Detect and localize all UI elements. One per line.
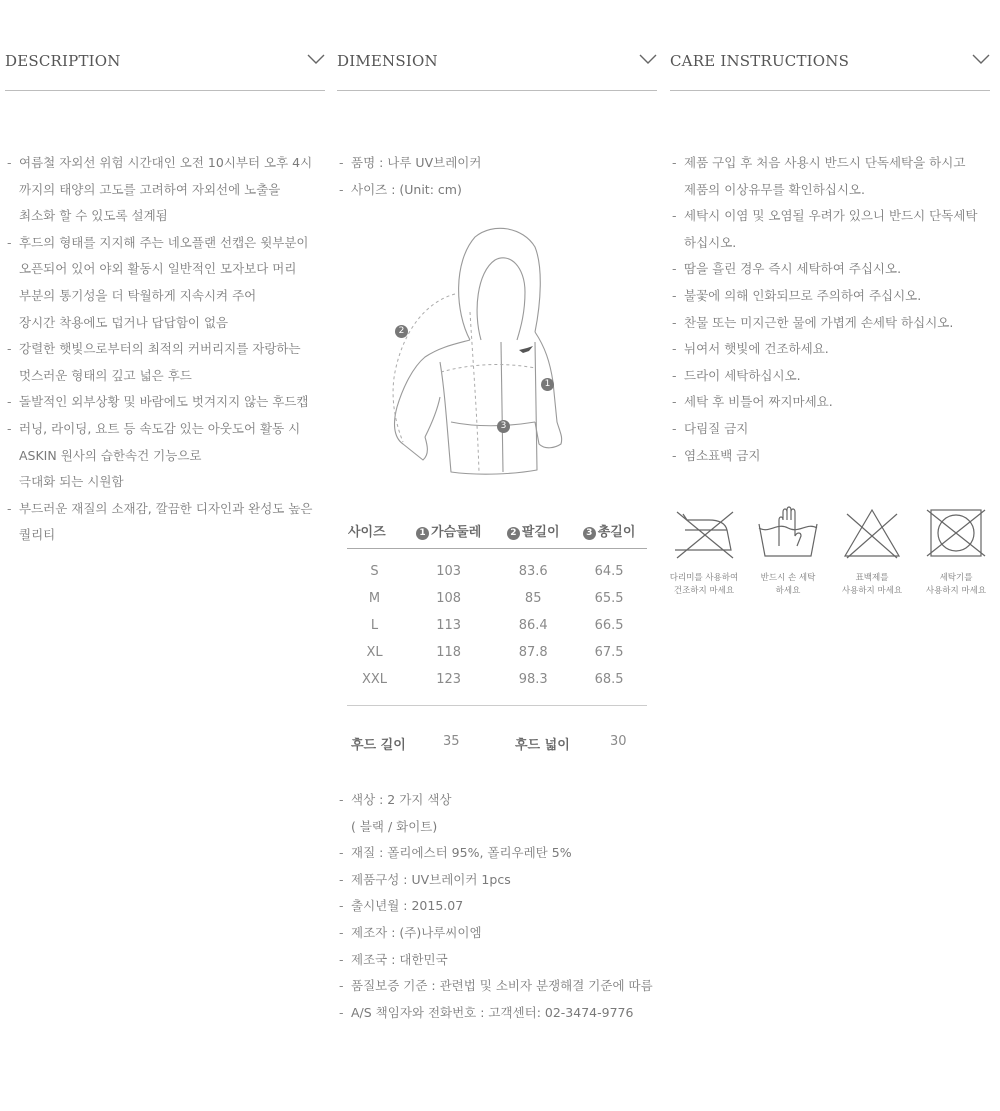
jacket-diagram (385, 222, 585, 482)
table-cell: XL (366, 645, 383, 660)
table-cell: 83.6 (518, 564, 548, 579)
table-cell: 64.5 (594, 564, 624, 579)
list-item (670, 389, 990, 416)
no-iron-caption (664, 572, 744, 598)
size-table (347, 512, 647, 693)
table-row (347, 639, 647, 666)
table-row (347, 666, 647, 693)
table-row (347, 585, 647, 612)
list-item (337, 1000, 667, 1027)
no-bleach-icon (839, 506, 905, 562)
list-item-text: - 제품구성 : UV브레이커 1pcs (351, 871, 511, 887)
header-marker-2: 2 (507, 527, 520, 540)
hood-width-label: 후드 넓이 (515, 738, 570, 753)
table-cell: S (370, 564, 379, 579)
list-item (670, 283, 990, 310)
care-title: CARE INSTRUCTIONS (670, 52, 850, 70)
table-cell: 68.5 (594, 672, 624, 687)
list-item-text: - 사이즈 : (Unit: cm) (351, 181, 462, 197)
list-item-text: - 제조자 : (주)나루씨이엠 (351, 924, 482, 940)
list-item-text: - 세탁시 이염 및 오염될 우려가 있으니 반드시 단독세탁 (684, 208, 978, 224)
list-item-text: - A/S 책임자와 전화번호 : 고객센터: 02-3474-9776 (351, 1004, 634, 1020)
no-bleach-care (832, 506, 912, 598)
list-item (337, 867, 667, 894)
list-item-text: 하십시오. (684, 234, 737, 250)
no-bleach-caption (832, 572, 912, 598)
list-item (5, 150, 325, 230)
list-item-text: - 강렬한 햇빛으로부터의 최적의 커버리지를 자랑하는 (19, 341, 301, 357)
list-item (670, 416, 990, 443)
list-item (337, 893, 667, 920)
list-item-text: - 뉘여서 햇빛에 건조하세요. (684, 341, 829, 357)
list-item-text: 오픈되어 있어 야외 활동시 일반적인 모자보다 머리 (19, 261, 297, 277)
description-title: DESCRIPTION (5, 52, 121, 70)
list-item-text: 멋스러운 형태의 깊고 넓은 후드 (19, 367, 192, 383)
list-item (5, 336, 325, 389)
hood-width-value: 30 (610, 734, 627, 749)
table-cell: XXL (361, 672, 388, 687)
care-icons (670, 506, 1000, 606)
list-item-text: - 제품 구입 후 처음 사용시 반드시 단독세탁을 하시고 (684, 155, 966, 170)
list-item-text: 퀄리티 (19, 527, 56, 543)
column-header-label: 사이즈 (348, 524, 386, 540)
list-item-text: - 제조국 : 대한민국 (351, 951, 448, 967)
list-item-text: - 여름철 자외선 위험 시간대인 오전 10시부터 오후 4시 (19, 155, 313, 170)
list-item-text: 극대화 되는 시원함 (19, 474, 124, 490)
caption-line: 다리미를 사용하여 (669, 573, 739, 583)
no-tumble-dry-care (916, 506, 996, 598)
column-header (347, 512, 402, 549)
care-header[interactable] (670, 48, 990, 91)
table-cell: M (368, 591, 381, 606)
list-item (5, 389, 325, 416)
list-item-text: - 후드의 형태를 지지해 주는 네오플랜 선캡은 윗부분이 (19, 234, 309, 250)
care-list (670, 150, 990, 469)
column-header (571, 512, 647, 549)
table-cell: 86.4 (518, 618, 548, 633)
dimension-title: DIMENSION (337, 52, 438, 70)
hand-wash-icon (755, 506, 821, 562)
dimension-header[interactable] (337, 48, 657, 91)
hood-length-label: 후드 길이 (351, 738, 406, 753)
table-cell: 98.3 (518, 672, 548, 687)
list-item (670, 256, 990, 283)
list-item (5, 416, 325, 496)
table-cell: 65.5 (594, 591, 624, 606)
list-item-text: 제품의 이상유무를 확인하십시오. (684, 181, 865, 197)
list-item-text: - 부드러운 재질의 소재감, 깔끔한 디자인과 완성도 높은 (19, 500, 313, 516)
table-cell: L (370, 618, 379, 633)
list-item (5, 496, 325, 549)
list-item-text: - 러닝, 라이딩, 요트 등 속도감 있는 아웃도어 활동 시 (19, 420, 301, 436)
table-cell: 123 (436, 672, 462, 687)
chevron-down-icon[interactable] (639, 53, 657, 65)
list-item-text: ASKIN 원사의 습한속건 기능으로 (19, 447, 202, 463)
list-item (5, 230, 325, 336)
no-iron-icon (671, 506, 737, 562)
chevron-down-icon[interactable] (307, 53, 325, 65)
list-item (337, 150, 657, 177)
list-item-text: - 출시년월 : 2015.07 (351, 898, 464, 914)
table-cell: 66.5 (594, 618, 624, 633)
caption-line: 사용하지 마세요 (925, 586, 987, 596)
list-item-text: ( 블랙 / 화이트) (351, 818, 438, 834)
list-item-text: - 드라이 세탁하십시오. (684, 367, 801, 383)
caption-line: 하세요 (775, 586, 801, 596)
chevron-down-icon[interactable] (972, 53, 990, 65)
list-item (337, 920, 667, 947)
list-item (337, 947, 667, 974)
size-table-body (347, 549, 647, 694)
size-table-header (347, 512, 647, 549)
table-cell: 67.5 (594, 645, 624, 660)
column-header-label: 가슴둘레 (431, 524, 482, 540)
dimension-bottom-list (337, 787, 667, 1026)
caption-line: 세탁기를 (939, 573, 973, 583)
header-marker-3: 3 (583, 527, 596, 540)
list-item (337, 177, 657, 204)
header-marker-1: 1 (416, 527, 429, 540)
list-item-text: - 불꽃에 의해 인화되므로 주의하여 주십시오. (684, 287, 922, 303)
table-row (347, 612, 647, 639)
list-item-text: - 다림질 금지 (684, 420, 749, 436)
caption-line: 사용하지 마세요 (841, 586, 903, 596)
description-header[interactable] (5, 48, 325, 91)
table-row (347, 549, 647, 586)
list-item (670, 310, 990, 337)
hand-wash-care (748, 506, 828, 598)
list-item (670, 150, 990, 203)
dimension-top-list (337, 150, 657, 203)
list-item-text: - 염소표백 금지 (684, 447, 761, 463)
hood-dimensions (347, 705, 647, 776)
jacket-marker-1: 1 (541, 378, 554, 391)
caption-line: 표백제를 (855, 573, 889, 583)
jacket-marker-3: 3 (497, 420, 510, 433)
list-item (670, 443, 990, 470)
list-item-text: - 세탁 후 비틀어 짜지마세요. (684, 394, 833, 410)
hood-length-value: 35 (443, 734, 460, 749)
table-cell: 85 (524, 591, 542, 606)
list-item (670, 363, 990, 390)
description-list (5, 150, 325, 549)
caption-line: 건조하지 마세요 (673, 586, 735, 596)
column-header-label: 팔길이 (521, 524, 560, 540)
list-item (337, 787, 667, 840)
list-item-text: 최소화 할 수 있도록 설계됨 (19, 208, 168, 224)
table-cell: 113 (436, 618, 462, 633)
list-item-text: - 품질보증 기준 : 관련법 및 소비자 분쟁해결 기준에 따름 (351, 978, 653, 994)
list-item-text: - 품명 : 나루 UV브레이커 (351, 155, 482, 170)
no-iron-care (664, 506, 744, 598)
table-cell: 118 (436, 645, 462, 660)
list-item-text: - 찬물 또는 미지근한 물에 가볍게 손세탁 하십시오. (684, 314, 954, 330)
caption-line: 반드시 손 세탁 (760, 573, 816, 583)
no-tumble-dry-icon (923, 506, 989, 562)
list-item (670, 203, 990, 256)
list-item-text: 부분의 통기성을 더 탁월하게 지속시켜 주어 (19, 287, 257, 303)
list-item-text: 까지의 태양의 고도를 고려하여 자외선에 노출을 (19, 181, 281, 197)
column-header (495, 512, 571, 549)
jacket-marker-2: 2 (395, 325, 408, 338)
list-item (337, 840, 667, 867)
table-cell: 108 (436, 591, 462, 606)
list-item-text: - 돌발적인 외부상황 및 바람에도 벗겨지지 않는 후드캡 (19, 394, 309, 410)
table-cell: 103 (436, 564, 462, 579)
column-header (402, 512, 495, 549)
table-cell: 87.8 (518, 645, 548, 660)
column-header-label: 총길이 (597, 524, 636, 540)
list-item-text: - 색상 : 2 가지 색상 (351, 792, 452, 807)
no-tumble-dry-caption (916, 572, 996, 598)
list-item-text: - 재질 : 폴리에스터 95%, 폴리우레탄 5% (351, 845, 572, 861)
hand-wash-caption (748, 572, 828, 598)
list-item-text: 장시간 착용에도 덥거나 답답함이 없음 (19, 314, 229, 330)
list-item (670, 336, 990, 363)
list-item-text: - 땀을 흘린 경우 즉시 세탁하여 주십시오. (684, 261, 902, 277)
list-item (337, 973, 667, 1000)
